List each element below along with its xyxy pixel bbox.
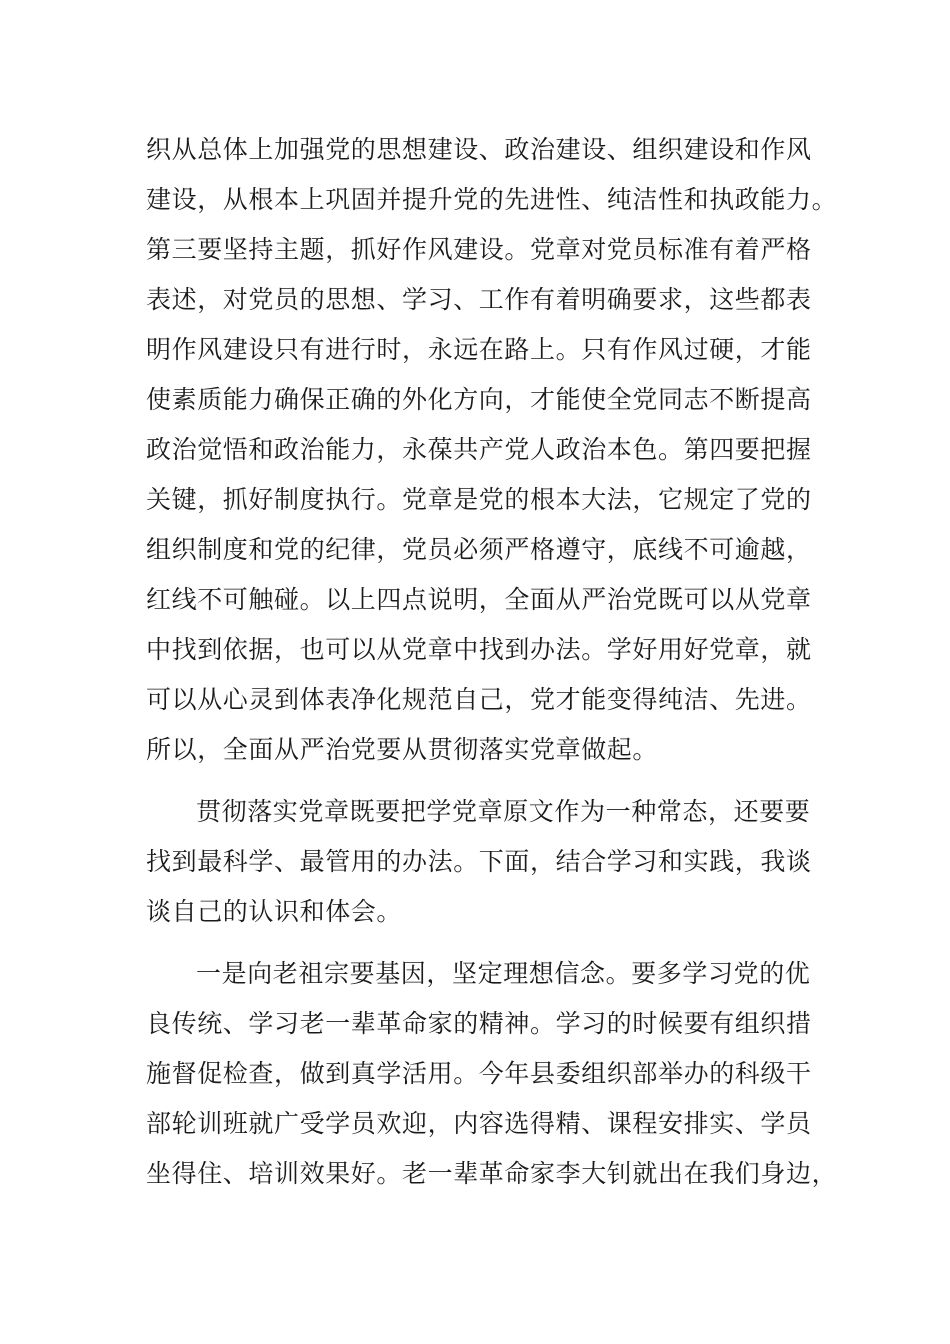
text-line: 中找到依据，也可以从党章中找到办法。学好用好党章，就 — [146, 635, 812, 664]
text-line: 可以从心灵到体表净化规范自己，党才能变得纯洁、先进。 — [146, 685, 812, 714]
paragraph-3 — [146, 949, 838, 1199]
text-line: 良传统、学习老一辈革命家的精神。学习的时候要有组织措 — [146, 1009, 812, 1038]
text-line: 使素质能力确保正确的外化方向，才能使全党同志不断提高 — [146, 385, 812, 414]
text-line: 表述，对党员的思想、学习、工作有着明确要求，这些都表 — [146, 285, 812, 314]
paragraph-1 — [146, 125, 838, 775]
text-line: 政治觉悟和政治能力，永葆共产党人政治本色。第四要把握 — [146, 435, 812, 464]
text-line: 贯彻落实党章既要把学党章原文作为一种常态，还要要 — [196, 797, 811, 826]
text-line: 谈自己的认识和体会。 — [146, 897, 403, 926]
text-line: 织从总体上加强党的思想建设、政治建设、组织建设和作风 — [146, 135, 812, 164]
document-body — [146, 125, 838, 1199]
paragraph-2 — [146, 787, 826, 937]
text-line: 红线不可触碰。以上四点说明，全面从严治党既可以从党章 — [146, 585, 812, 614]
text-line: 找到最科学、最管用的办法。下面，结合学习和实践，我谈 — [146, 847, 812, 876]
text-line: 部轮训班就广受学员欢迎，内容选得精、课程安排实、学员 — [146, 1109, 812, 1138]
text-line: 第三要坚持主题，抓好作风建设。党章对党员标准有着严格 — [146, 235, 812, 264]
text-line: 施督促检查，做到真学活用。今年县委组织部举办的科级干 — [146, 1059, 812, 1088]
text-line: 明作风建设只有进行时，永远在路上。只有作风过硬，才能 — [146, 335, 812, 364]
paragraph-spacer — [146, 775, 826, 787]
text-line: 关键，抓好制度执行。党章是党的根本大法，它规定了党的 — [146, 485, 812, 514]
text-line: 一是向老祖宗要基因，坚定理想信念。要多学习党的优 — [196, 959, 811, 988]
paragraph-spacer — [146, 937, 826, 949]
text-line: 建设，从根本上巩固并提升党的先进性、纯洁性和执政能力。 — [146, 185, 838, 214]
text-line: 所以，全面从严治党要从贯彻落实党章做起。 — [146, 735, 659, 764]
text-line: 组织制度和党的纪律，党员必须严格遵守，底线不可逾越， — [146, 535, 812, 564]
text-line: 坐得住、培训效果好。老一辈革命家李大钊就出在我们身边， — [146, 1159, 838, 1188]
